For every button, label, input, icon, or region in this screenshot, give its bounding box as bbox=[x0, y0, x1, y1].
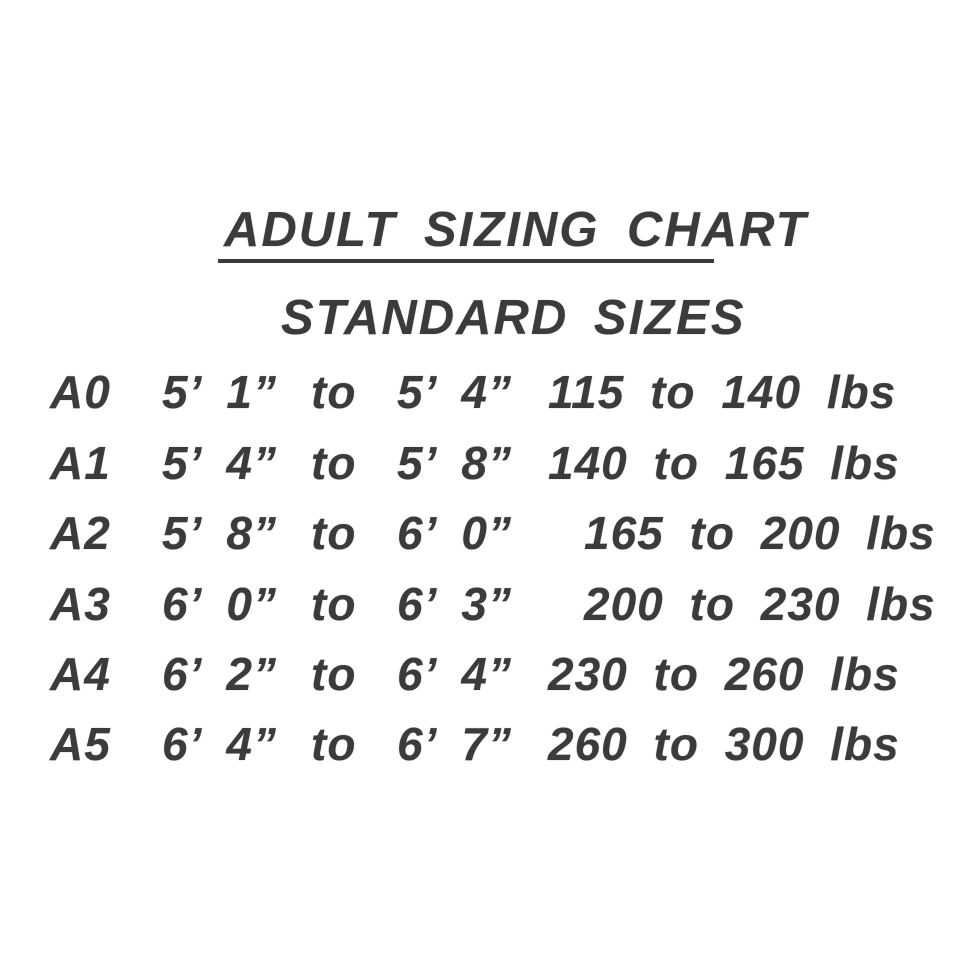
to-label: to bbox=[311, 578, 357, 630]
size-row-a0 bbox=[0, 366, 964, 418]
to-label: to bbox=[311, 718, 357, 770]
size-code: A5 bbox=[50, 718, 111, 770]
height-from: 5’ 8” bbox=[162, 507, 278, 559]
to-label: to bbox=[311, 648, 357, 700]
height-to: 6’ 3” bbox=[397, 578, 513, 630]
size-code: A3 bbox=[50, 578, 111, 630]
size-row-a1 bbox=[0, 437, 964, 489]
height-to: 6’ 4” bbox=[397, 648, 513, 700]
size-row-a4 bbox=[0, 648, 964, 700]
height-to: 5’ 8” bbox=[397, 437, 513, 489]
height-from: 6’ 2” bbox=[162, 648, 278, 700]
weight-range: 230 to 260 lbs bbox=[548, 648, 900, 700]
page-subtitle: STANDARD SIZES bbox=[281, 291, 746, 345]
height-from: 6’ 4” bbox=[162, 718, 278, 770]
to-label: to bbox=[311, 437, 357, 489]
size-code: A1 bbox=[50, 437, 111, 489]
height-to: 5’ 4” bbox=[397, 366, 513, 418]
size-row-a5 bbox=[0, 718, 964, 770]
height-from: 5’ 1” bbox=[162, 366, 278, 418]
weight-range: 140 to 165 lbs bbox=[548, 437, 900, 489]
weight-range: 260 to 300 lbs bbox=[548, 718, 900, 770]
size-code: A2 bbox=[50, 507, 111, 559]
size-row-a2 bbox=[0, 507, 964, 559]
to-label: to bbox=[311, 366, 357, 418]
size-code: A0 bbox=[50, 366, 111, 418]
weight-range: 200 to 230 lbs bbox=[584, 578, 936, 630]
weight-range: 115 to 140 lbs bbox=[548, 366, 897, 418]
page-title: ADULT SIZING CHART bbox=[224, 203, 808, 257]
height-from: 6’ 0” bbox=[162, 578, 278, 630]
height-from: 5’ 4” bbox=[162, 437, 278, 489]
size-code: A4 bbox=[50, 648, 111, 700]
weight-range: 165 to 200 lbs bbox=[584, 507, 936, 559]
title-underline bbox=[218, 259, 714, 263]
height-to: 6’ 7” bbox=[397, 718, 513, 770]
height-to: 6’ 0” bbox=[397, 507, 513, 559]
to-label: to bbox=[311, 507, 357, 559]
size-row-a3 bbox=[0, 578, 964, 630]
